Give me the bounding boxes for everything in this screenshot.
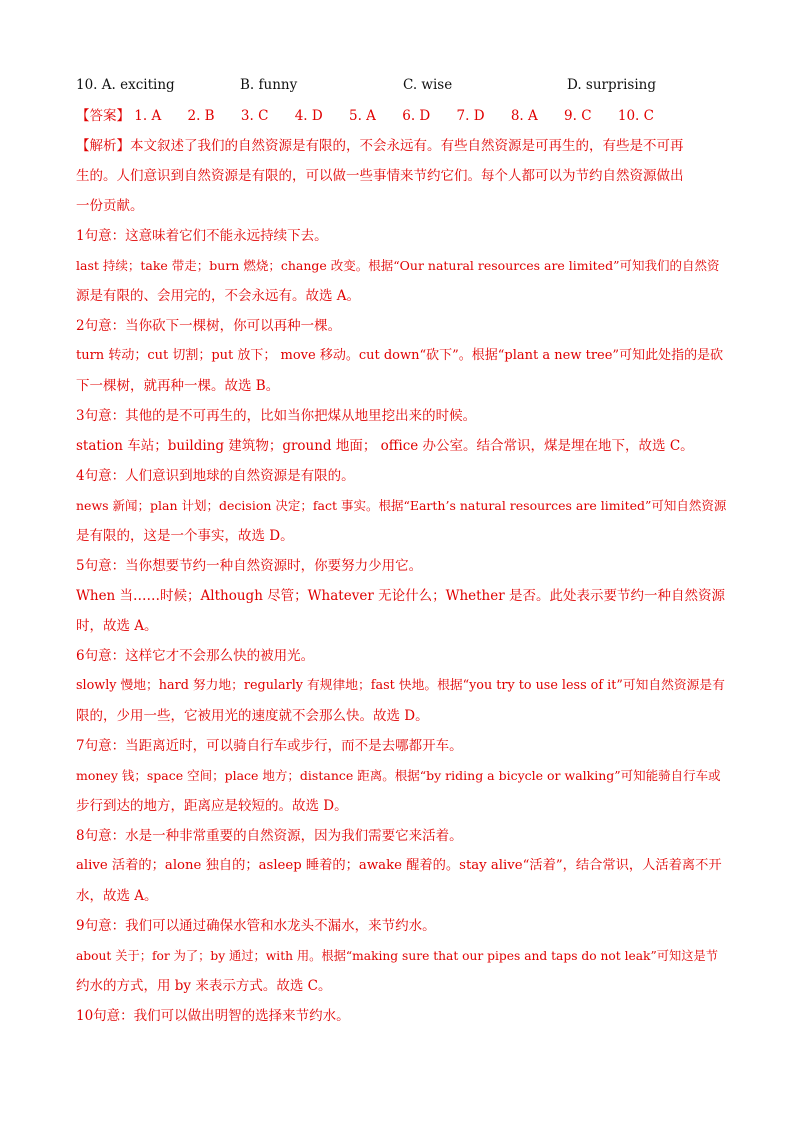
answer-key-line [76,106,676,126]
sentence-4-analysis: news 新闻；plan 计划；decision 决定；fact 事实。根据“Earth’s natural resources are limited”可知自然资源 [76,498,727,513]
sentence-1-analysis: last 持续；take 带走；burn 燃烧；change 改变。根据“Our natural resources are limited”可知我们的自然资 [76,258,720,273]
sentence-7-analysis: money 钱；space 空间；place 地方；distance 距离。根据“by riding a bicycle or walking”可知能骑自行车或 [76,768,721,783]
answer-9: 9. C [564,108,592,124]
sentence-6-meaning: 6句意：这样它才不会那么快的被用光。 [76,648,315,664]
question-10-options [76,77,726,99]
sentence-5-meaning: 5句意：当你想要节约一种自然资源时，你要努力少用它。 [76,558,423,574]
sentence-1-analysis-cont: 源是有限的、会用完的，不会永远有。故选 A。 [76,288,361,304]
question-number: 10. [76,77,98,93]
sentence-2-meaning: 2句意：当你砍下一棵树，你可以再种一棵。 [76,318,342,334]
answer-header: 【答案】 [76,108,130,124]
option-a-text: A. exciting [101,77,175,93]
sentence-7-meaning: 7句意：当距离近时，可以骑自行车或步行，而不是去哪都开车。 [76,738,463,754]
sentence-8-analysis: alive 活着的；alone 独自的；asleep 睡着的；awake 醒着的。stay alive“活着”，结合常识，人活着离不开 [76,858,722,873]
answer-8: 8. A [510,108,538,124]
sentence-1-meaning: 1句意：这意味着它们不能永远持续下去。 [76,228,328,244]
sentence-2-analysis-cont: 下一棵树，就再种一棵。故选 B。 [76,378,280,394]
sentence-2-analysis: turn 转动；cut 切割；put 放下； move 移动。cut down“砍下”。根据“plant a new tree”可知此处指的是砍 [76,348,724,363]
answer-4: 4. D [294,108,323,124]
question-10-option-a [76,77,175,93]
sentence-6-analysis: slowly 慢地；hard 努力地；regularly 有规律地；fast 快地。根据“you try to use less of it”可知自然资源是有 [76,678,725,693]
sentence-3-meaning: 3句意：其他的是不可再生的，比如当你把煤从地里挖出来的时候。 [76,408,477,424]
question-10-option-c: C. wise [403,77,453,93]
sentence-9-analysis: about 关于；for 为了；by 通过；with 用。根据“making sure that our pipes and taps do not leak”可知这是节 [76,949,718,963]
question-10-option-d: D. surprising [567,77,656,93]
sentence-10-meaning: 10句意：我们可以做出明智的选择来节约水。 [76,1008,350,1024]
analysis-line-2: 生的。人们意识到自然资源是有限的，可以做一些事情来节约它们。每个人都可以为节约自然资源做出 [76,168,684,184]
sentence-9-analysis-cont: 约水的方式，用 by 来表示方式。故选 C。 [76,978,332,994]
sentence-7-analysis-cont: 步行到达的地方，距离应是较短的。故选 D。 [76,798,348,814]
sentence-3-analysis: station 车站；building 建筑物；ground 地面； office 办公室。结合常识，煤是埋在地下，故选 C。 [76,438,694,454]
analysis-line-3: 一份贡献。 [76,198,144,214]
sentence-8-meaning: 8句意：水是一种非常重要的自然资源，因为我们需要它来活着。 [76,828,463,844]
answer-3: 3. C [240,108,269,124]
answer-7: 7. D [456,108,485,124]
sentence-4-analysis-cont: 是有限的，这是一个事实，故选 D。 [76,528,294,544]
answer-6: 6. D [402,108,431,124]
answer-5: 5. A [349,108,376,124]
answer-2: 2. B [187,108,215,124]
answer-10: 10. C [617,108,654,124]
question-10-option-b: B. funny [240,77,298,93]
sentence-9-meaning: 9句意：我们可以通过确保水管和水龙头不漏水，来节约水。 [76,918,436,934]
sentence-5-analysis: When 当……时候；Although 尽管；Whatever 无论什么；Whether 是否。此处表示要节约一种自然资源 [76,588,725,604]
sentence-4-meaning: 4句意：人们意识到地球的自然资源是有限的。 [76,468,355,484]
analysis-line-1: 【解析】本文叙述了我们的自然资源是有限的，不会永远有。有些自然资源是可再生的，有些是不可再 [76,138,684,154]
sentence-6-analysis-cont: 限的，少用一些，它被用光的速度就不会那么快。故选 D。 [76,708,429,724]
answer-1: 1. A [134,108,162,124]
sentence-5-analysis-cont: 时，故选 A。 [76,618,158,634]
sentence-8-analysis-cont: 水，故选 A。 [76,888,158,904]
